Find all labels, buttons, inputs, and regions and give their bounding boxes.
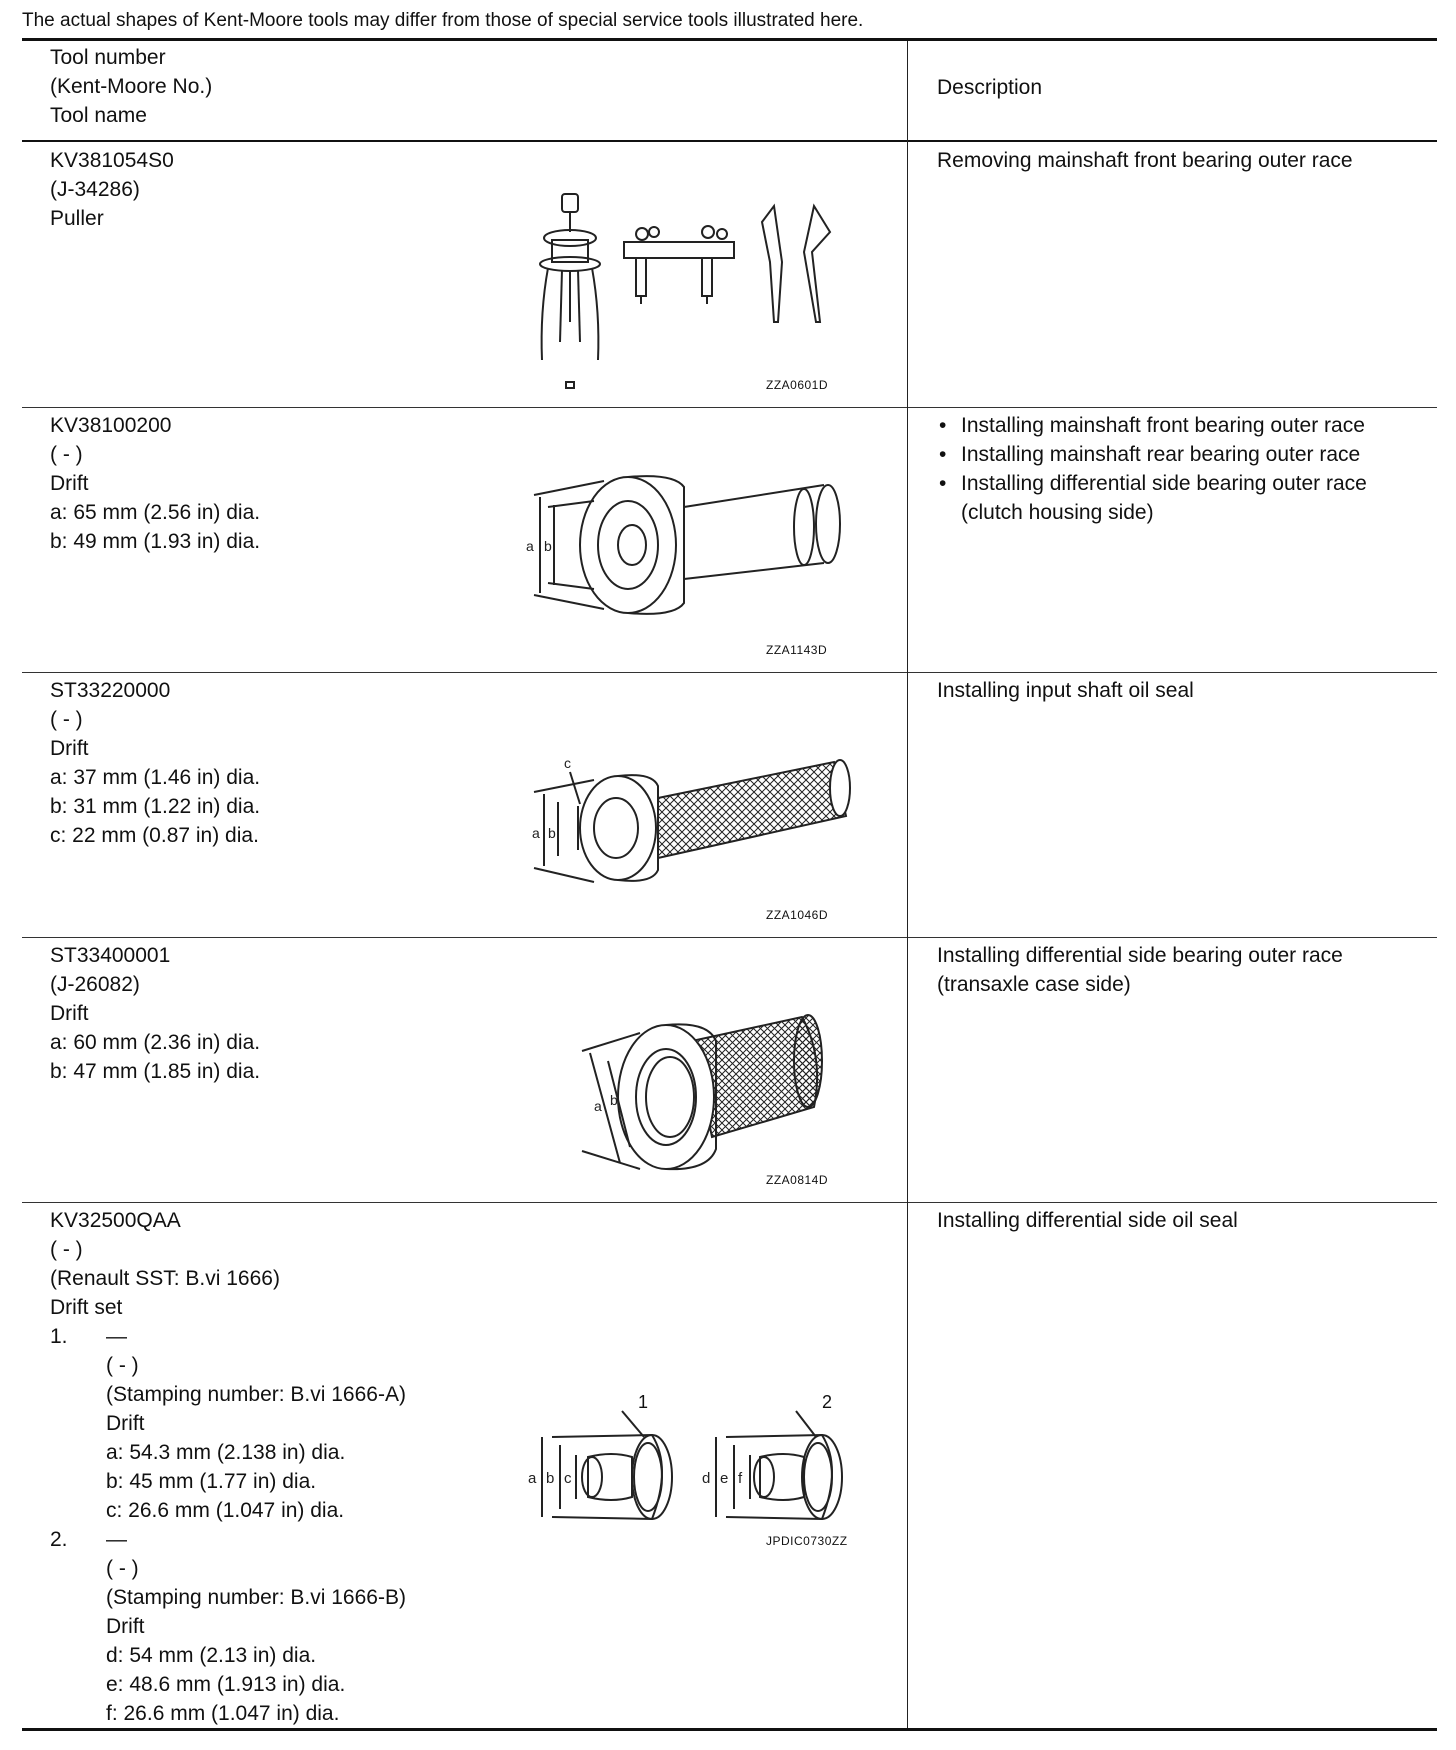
renault-sst: (Renault SST: B.vi 1666) — [50, 1267, 280, 1290]
tool-name: Drift set — [50, 1296, 123, 1319]
sub-tool-line: (Stamping number: B.vi 1666-A) — [106, 1383, 406, 1406]
illustration-code: ZZA0814D — [766, 1173, 829, 1187]
kent-moore-number: ( - ) — [50, 708, 83, 731]
sub-tool-line: Drift — [106, 1412, 145, 1435]
tool-number: ST33220000 — [50, 679, 171, 702]
sub-tool-line: — — [106, 1325, 127, 1348]
tool-number: ST33400001 — [50, 944, 171, 967]
table-row — [22, 142, 1437, 408]
sub-tool-line: ( - ) — [106, 1557, 139, 1580]
sub-tool-line: c: 26.6 mm (1.047 in) dia. — [106, 1499, 345, 1522]
sub-tool-number: 1. — [50, 1325, 68, 1348]
dimension-c: c: 22 mm (0.87 in) dia. — [50, 824, 259, 847]
description-bullet: • Installing mainshaft front bearing outer race — [937, 411, 1367, 440]
label-c: c — [564, 755, 571, 771]
label-a: a — [532, 825, 540, 841]
description-line: Removing mainshaft front bearing outer race — [937, 149, 1353, 172]
kent-moore-number: ( - ) — [50, 443, 83, 466]
illustration-code: ZZA0601D — [766, 378, 829, 392]
table-row — [22, 407, 1437, 673]
illustration-code: ZZA1046D — [766, 908, 829, 922]
description — [937, 941, 1343, 999]
label-b: b — [548, 825, 556, 841]
sub-tool-line: e: 48.6 mm (1.913 in) dia. — [106, 1673, 346, 1696]
sub-tool-1 — [50, 1322, 406, 1525]
callout-2: 2 — [822, 1392, 833, 1412]
sub-tool-line: ( - ) — [106, 1354, 139, 1377]
column-divider — [907, 41, 908, 1729]
tool-info — [50, 941, 260, 1086]
header-tool-column — [50, 43, 212, 130]
tool-name: Drift — [50, 472, 89, 495]
dimension-a: a: 60 mm (2.36 in) dia. — [50, 1031, 261, 1054]
dimension-a: a: 37 mm (1.46 in) dia. — [50, 766, 261, 789]
kent-moore-number: (J-26082) — [50, 973, 140, 996]
table-header — [22, 41, 1437, 142]
tool-number: KV32500QAA — [50, 1209, 181, 1232]
label-a: a — [526, 538, 534, 554]
sub-tool-line: f: 26.6 mm (1.047 in) dia. — [106, 1702, 340, 1725]
header-kent-moore: (Kent-Moore No.) — [50, 75, 213, 98]
table-row — [22, 1202, 1437, 1728]
description-continuation: (clutch housing side) — [961, 501, 1154, 524]
description — [937, 411, 1367, 527]
sub-tool-line: Drift — [106, 1615, 145, 1638]
description — [937, 146, 1353, 175]
label-a: a — [528, 1470, 537, 1487]
sub-tool-number: 2. — [50, 1528, 68, 1551]
tool-name: Puller — [50, 207, 104, 230]
tool-name: Drift — [50, 1002, 89, 1025]
kent-moore-number: (J-34286) — [50, 178, 140, 201]
dimension-b: b: 49 mm (1.93 in) dia. — [50, 530, 261, 553]
label-b: b — [610, 1092, 618, 1108]
tool-info — [50, 1206, 406, 1728]
tool-number: KV38100200 — [50, 414, 172, 437]
sub-tool-2 — [50, 1525, 406, 1728]
callout-1: 1 — [638, 1392, 649, 1412]
sub-tool-line: d: 54 mm (2.13 in) dia. — [106, 1644, 317, 1667]
sub-tool-line: — — [106, 1528, 127, 1551]
label-e: e — [720, 1470, 729, 1487]
drift-illustration — [534, 732, 864, 892]
kent-moore-number: ( - ) — [50, 1238, 83, 1261]
tool-info — [50, 411, 260, 556]
header-description-label: Description — [937, 76, 1043, 99]
illustration-code: ZZA1143D — [766, 643, 828, 657]
dimension-a: a: 65 mm (2.56 in) dia. — [50, 501, 261, 524]
sub-tool-line: (Stamping number: B.vi 1666-B) — [106, 1586, 406, 1609]
dimension-b: b: 31 mm (1.22 in) dia. — [50, 795, 261, 818]
sub-tool-line: a: 54.3 mm (2.138 in) dia. — [106, 1441, 346, 1464]
drift-set-illustration — [528, 1407, 882, 1527]
page-note: The actual shapes of Kent-Moore tools may differ from those of special service tools illustrated here. — [22, 10, 864, 31]
description-line: Installing differential side bearing outer race — [937, 944, 1343, 967]
label-a: a — [594, 1098, 602, 1114]
table-row — [22, 937, 1437, 1203]
description-bullet: • Installing differential side bearing outer race — [937, 469, 1367, 498]
description — [937, 676, 1194, 705]
drift-illustration — [582, 997, 842, 1177]
header-tool-number: Tool number — [50, 46, 166, 69]
dimension-b: b: 47 mm (1.85 in) dia. — [50, 1060, 261, 1083]
table-row — [22, 672, 1437, 938]
tool-number: KV381054S0 — [50, 149, 174, 172]
label-f: f — [738, 1470, 743, 1487]
label-b: b — [544, 538, 552, 554]
label-b: b — [546, 1470, 555, 1487]
description-bullet: • Installing mainshaft rear bearing outer race — [937, 440, 1367, 469]
label-c: c — [564, 1470, 572, 1487]
sub-tool-line: b: 45 mm (1.77 in) dia. — [106, 1470, 317, 1493]
illustration-code: JPDIC0730ZZ — [766, 1534, 848, 1548]
tool-info — [50, 676, 260, 850]
description-line: (transaxle case side) — [937, 973, 1131, 996]
tool-info — [50, 146, 174, 233]
label-d: d — [702, 1470, 711, 1487]
puller-illustration — [512, 192, 882, 392]
bottom-rule — [22, 1728, 1437, 1731]
header-description — [937, 73, 1042, 102]
tool-name: Drift — [50, 737, 89, 760]
description — [937, 1206, 1238, 1235]
description-line: Installing input shaft oil seal — [937, 679, 1194, 702]
description-line: Installing differential side oil seal — [937, 1209, 1238, 1232]
header-tool-name: Tool name — [50, 104, 147, 127]
drift-illustration — [526, 467, 854, 617]
